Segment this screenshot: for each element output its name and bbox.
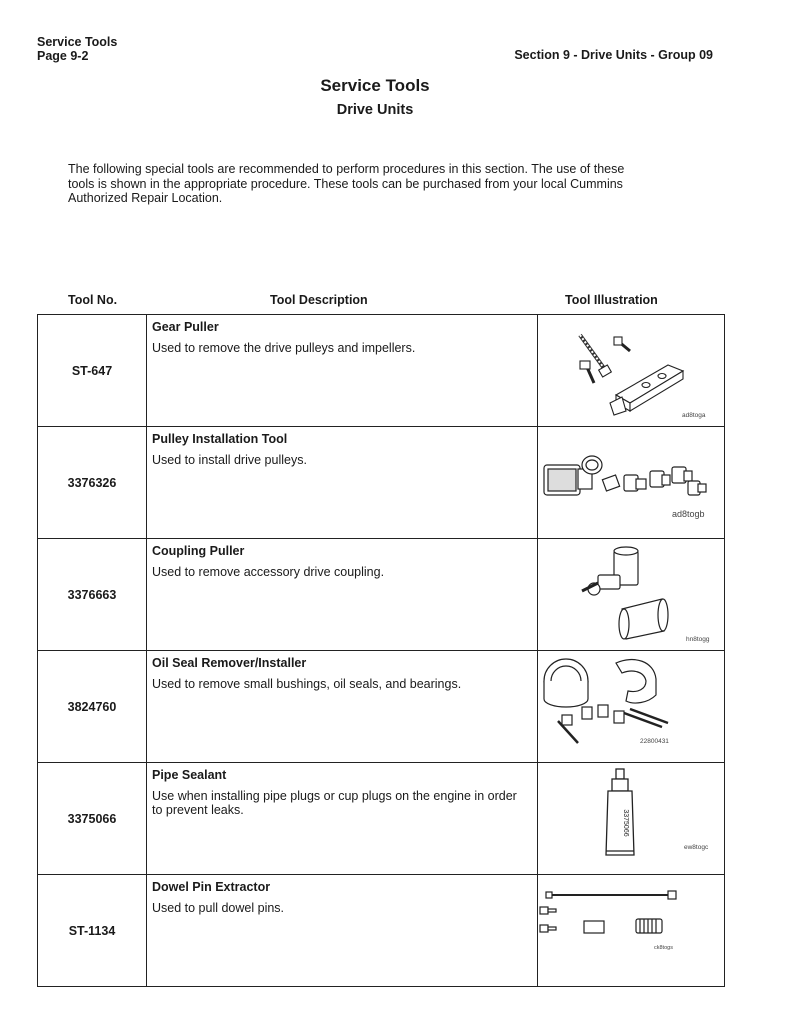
header-section: Section 9 - Drive Units - Group 09 [514,48,713,62]
tool-usage-line: to prevent leaks. [152,803,244,817]
pipe-sealant-tube-illustration [538,763,724,870]
intro-line: Authorized Repair Location. [68,191,223,205]
table-row [38,651,725,763]
tool-description-cell [147,315,538,427]
illustration-caption: ad8togb [672,509,705,519]
tool-name: Pipe Sealant [152,768,227,782]
page-title: Service Tools [320,76,430,95]
intro-paragraph [68,162,668,206]
tool-name: Oil Seal Remover/Installer [152,656,307,670]
tool-usage-line: Use when installing pipe plugs or cup plugs on the engine in order [152,789,517,803]
tool-usage: Used to remove accessory drive coupling. [152,565,385,579]
tool-usage: Used to remove the drive pulleys and impellers. [152,341,416,355]
header-title: Service Tools [37,35,118,49]
coupling-puller-illustration [538,539,724,646]
tool-description-cell [147,539,538,651]
service-tools-table [37,314,725,987]
tool-usage: Used to remove small bushings, oil seals, and bearings. [152,677,462,691]
tool-illustration-cell [538,315,725,427]
tool-number: 3376326 [38,427,147,539]
tool-usage [152,789,532,817]
tool-usage: Used to pull dowel pins. [152,901,285,915]
tool-illustration-cell [538,539,725,651]
tube-label: 3375066 [622,809,629,837]
running-header-left [37,35,117,63]
tool-description-cell [147,875,538,987]
column-header-illustration: Tool Illustration [565,293,658,307]
column-header-tool-no: Tool No. [68,293,118,307]
tool-number: 3375066 [38,763,147,875]
tool-number: 3824760 [38,651,147,763]
tool-illustration-cell [538,651,725,763]
illustration-caption: ck8togs [654,945,673,951]
oil-seal-remover-illustration [538,651,724,758]
illustration-caption: 22800431 [640,738,669,745]
tool-name: Coupling Puller [152,544,245,558]
illustration-caption: ad8toga [682,412,706,419]
page-subtitle: Drive Units [336,102,414,118]
table-row [38,875,725,987]
tool-name: Pulley Installation Tool [152,432,288,446]
tool-number: ST-647 [38,315,147,427]
tool-illustration-cell [538,427,725,539]
table-row [38,427,725,539]
tool-illustration-cell [538,875,725,987]
tool-description-cell [147,651,538,763]
tool-name: Gear Puller [152,320,219,334]
gear-puller-illustration [538,315,724,422]
tool-description-cell [147,763,538,875]
tool-number: 3376663 [38,539,147,651]
column-header-description: Tool Description [270,293,368,307]
tool-usage: Used to install drive pulleys. [152,453,307,467]
header-page-number: Page 9-2 [37,49,89,63]
intro-line: tools is shown in the appropriate procedure. These tools can be purchased from your local Cummins [68,176,623,191]
table-row [38,315,725,427]
intro-line: The following special tools are recommended to perform procedures in this section. The use of these [68,162,625,176]
table-row [38,539,725,651]
tool-name: Dowel Pin Extractor [152,880,271,894]
tool-number: ST-1134 [38,875,147,987]
illustration-caption: ew8togc [684,844,709,851]
tool-description-cell [147,427,538,539]
tool-illustration-cell [538,763,725,875]
illustration-caption: hn8togg [686,636,710,643]
dowel-pin-extractor-illustration [538,875,724,982]
table-row [38,763,725,875]
